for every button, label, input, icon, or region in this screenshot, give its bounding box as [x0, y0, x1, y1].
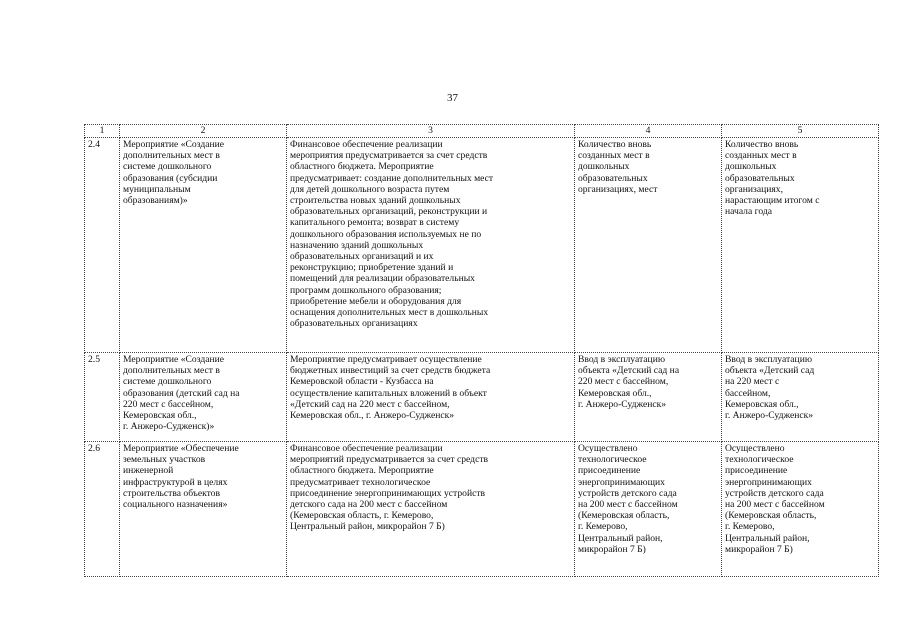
row-number: 2.5 [85, 353, 120, 442]
event-name-cell [120, 442, 287, 577]
text-line: осуществление капитальных вложений в объект [290, 387, 487, 399]
text-line: системе дошкольного [123, 161, 212, 173]
text-line: присоединение энергопринимающих устройств [290, 487, 486, 499]
text-line: созданных мест в [725, 150, 797, 162]
indicator-cell [575, 353, 722, 442]
text-line: программ дошкольного образования; [290, 284, 442, 296]
text-line: (Кемеровская область, [578, 510, 670, 522]
text-line: социального назначения» [123, 499, 228, 511]
text-line: бассейном, [725, 387, 771, 399]
text-line: системе дошкольного [123, 376, 212, 388]
text-line: образования (субсидии [123, 172, 218, 184]
text-line: детского сада на 200 мест с бассейном [290, 499, 448, 511]
text-line: инженерной [123, 465, 174, 477]
row-number: 2.4 [85, 138, 120, 353]
text-line: присоединение [578, 465, 641, 477]
text-line: дополнительных мест в [123, 150, 220, 162]
text-line: инфраструктурой в целях [123, 476, 228, 488]
text-line: созданных мест в [578, 150, 650, 162]
text-line: предусматривает технологическое [290, 476, 431, 488]
table-row [85, 353, 879, 442]
row-number: 2.6 [85, 442, 120, 577]
text-line: на 200 мест с бассейном [578, 499, 678, 511]
text-line: Количество вновь [578, 139, 652, 150]
text-line: 220 мест с бассейном, [578, 376, 669, 388]
text-line: технологическое [578, 454, 647, 466]
text-line: начала года [725, 206, 772, 218]
text-line: объекта «Детский сад [725, 365, 815, 377]
text-line: г. Кемерово, [578, 521, 628, 533]
text-line: микрорайон 7 Б) [725, 543, 793, 555]
text-line: Мероприятие «Создание [123, 354, 224, 365]
method-cell [722, 442, 879, 577]
header-row [85, 125, 879, 138]
text-line: дошкольных [578, 161, 630, 173]
text-line: бюджетных инвестиций за счет средств бюджета [290, 365, 491, 377]
column-header-3: 3 [287, 125, 575, 138]
table-row [85, 442, 879, 577]
text-line: Осуществлено [725, 443, 785, 454]
text-line: г. Анжеро-Судженск» [725, 410, 814, 422]
text-line: назначению зданий дошкольных [290, 239, 424, 251]
text-line: образования (детский сад на [123, 387, 240, 399]
text-line: технологическое [725, 454, 794, 466]
text-line: Кемеровской области - Кузбасса на [290, 376, 434, 388]
text-line: г. Кемерово, [725, 521, 775, 533]
text-line: устройств детского сада [725, 487, 824, 499]
text-line: Финансовое обеспечение реализации [290, 139, 443, 150]
text-line: энергопринимающих [578, 476, 665, 488]
text-line: Мероприятие «Создание [123, 139, 224, 150]
text-line: организациях, мест [578, 183, 658, 195]
text-line: приобретение мебели и оборудования для [290, 295, 462, 307]
text-line: земельных участков [123, 454, 206, 466]
text-line: реконструкцию; приобретение зданий и [290, 262, 454, 274]
text-line: Центральный район, [725, 532, 810, 544]
text-line: Финансовое обеспечение реализации [290, 443, 443, 454]
method-cell [722, 138, 879, 353]
text-line: строительства новых зданий дошкольных [290, 195, 461, 207]
text-line: на 220 мест с [725, 376, 780, 388]
text-line: Ввод в эксплуатацию [725, 354, 812, 365]
text-line: образованиям)» [123, 195, 188, 207]
text-line: (Кемеровская область, г. Кемерово, [290, 510, 434, 522]
text-line: мероприятий предусматривается за счет средств [290, 454, 489, 466]
text-line: Кемеровская обл., [725, 398, 799, 410]
text-line: нарастающим итогом с [725, 195, 820, 207]
text-line: предусматривает: создание дополнительных мест [290, 172, 494, 184]
text-line: областного бюджета. Мероприятие [290, 465, 434, 477]
text-line: присоединение [725, 465, 788, 477]
text-line: Кемеровская обл., [578, 387, 652, 399]
text-line: энергопринимающих [725, 476, 812, 488]
text-line: областного бюджета. Мероприятие [290, 161, 434, 173]
text-line: Кемеровская обл., г. Анжеро-Судженск» [290, 410, 455, 422]
page-number: 37 [447, 92, 458, 104]
text-line: образовательных [725, 172, 795, 184]
text-line: Количество вновь [725, 139, 799, 150]
event-name-cell [120, 353, 287, 442]
text-line: для детей дошкольного возраста путем [290, 183, 450, 195]
text-line: оснащения дополнительных мест в дошкольных [290, 307, 489, 319]
text-line: Осуществлено [578, 443, 638, 454]
text-line: образовательных организаций и их [290, 251, 434, 263]
text-line: мероприятия предусматривается за счет средств [290, 150, 488, 162]
text-line: образовательных организациях [290, 318, 418, 330]
table-row [85, 138, 879, 353]
indicator-cell [575, 138, 722, 353]
text-line: Ввод в эксплуатацию [578, 354, 665, 365]
text-line: Центральный район, микрорайон 7 Б) [290, 521, 445, 533]
event-description-cell [287, 442, 575, 577]
text-line: капитального ремонта; возврат в систему [290, 217, 460, 229]
text-line: «Детский сад на 220 мест с бассейном, [290, 398, 450, 410]
text-line: образовательных [578, 172, 648, 184]
text-line: дошкольных [725, 161, 777, 173]
text-line: микрорайон 7 Б) [578, 543, 646, 555]
text-line: Центральный район, [578, 532, 663, 544]
text-line: образовательных организаций, реконструкции и [290, 206, 488, 218]
event-name-cell [120, 138, 287, 353]
text-line: Кемеровская обл., [123, 410, 197, 422]
text-line: строительства объектов [123, 487, 221, 499]
text-line: г. Анжеро-Судженск)» [123, 421, 215, 433]
text-line: дополнительных мест в [123, 365, 220, 377]
text-line: (Кемеровская область, [725, 510, 817, 522]
column-header-2: 2 [120, 125, 287, 138]
method-cell [722, 353, 879, 442]
indicator-cell [575, 442, 722, 577]
text-line: на 200 мест с бассейном [725, 499, 825, 511]
text-line: г. Анжеро-Судженск» [578, 398, 667, 410]
column-header-1: 1 [85, 125, 120, 138]
column-header-4: 4 [575, 125, 722, 138]
text-line: муниципальным [123, 183, 191, 195]
text-line: Мероприятие «Обеспечение [123, 443, 239, 454]
event-description-cell [287, 138, 575, 353]
text-line: 220 мест с бассейном, [123, 398, 214, 410]
text-line: Мероприятие предусматривает осуществление [290, 354, 482, 365]
event-description-cell [287, 353, 575, 442]
program-measures-table [84, 124, 879, 577]
text-line: организациях, [725, 183, 783, 195]
text-line: дошкольного образования используемых не по [290, 228, 482, 240]
text-line: помещений для реализации образовательных [290, 273, 475, 285]
text-line: устройств детского сада [578, 487, 677, 499]
column-header-5: 5 [722, 125, 879, 138]
text-line: объекта «Детский сад на [578, 365, 680, 377]
